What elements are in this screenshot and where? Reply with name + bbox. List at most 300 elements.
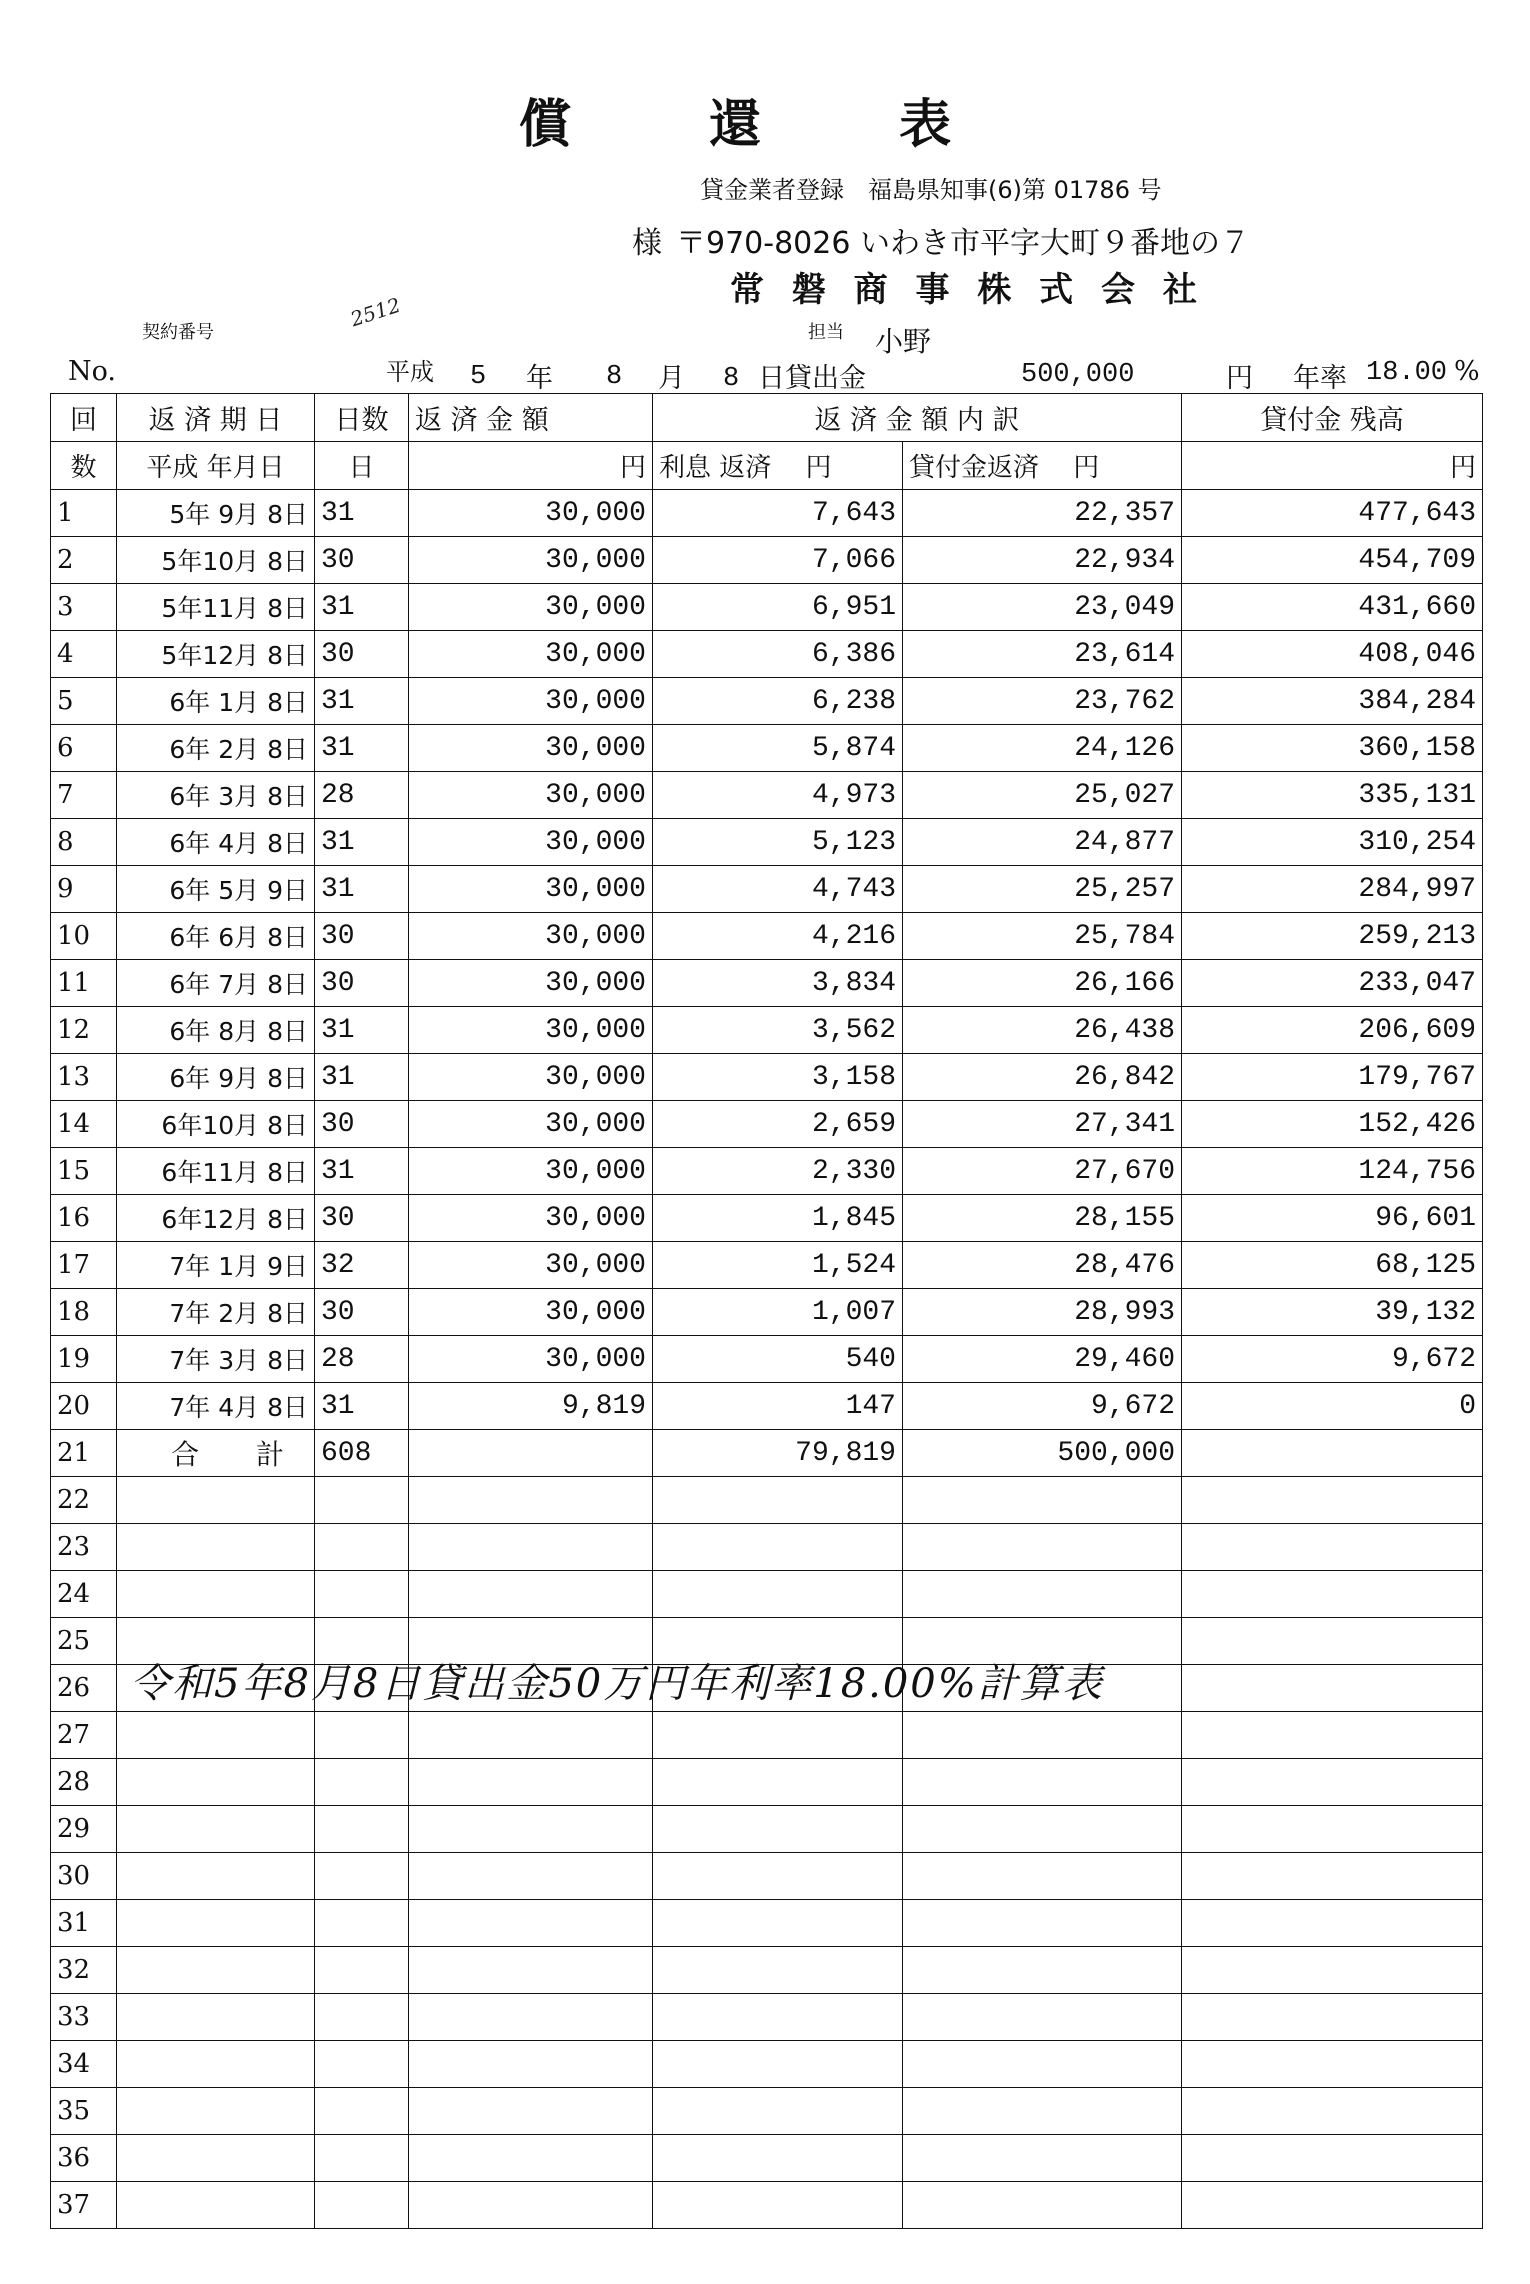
due-date: 5年12月 8日 <box>117 631 315 678</box>
payment-amount: 30,000 <box>409 866 653 913</box>
empty-cell <box>315 2182 409 2229</box>
installment-number: 11 <box>51 960 117 1007</box>
blank-row <box>51 1571 1483 1618</box>
day-count: 30 <box>315 537 409 584</box>
interest-amount: 6,951 <box>653 584 903 631</box>
due-date: 6年 8月 8日 <box>117 1007 315 1054</box>
day-count: 30 <box>315 1289 409 1336</box>
payment-amount: 30,000 <box>409 490 653 537</box>
installment-number: 8 <box>51 819 117 866</box>
due-date: 7年 3月 8日 <box>117 1336 315 1383</box>
col-days-header: 日数 <box>315 394 409 442</box>
remaining-balance: 310,254 <box>1182 819 1483 866</box>
empty-cell <box>653 1900 903 1947</box>
table-row <box>51 1242 1483 1289</box>
installment-number: 27 <box>51 1712 117 1759</box>
interest-amount: 3,562 <box>653 1007 903 1054</box>
payment-amount: 30,000 <box>409 1054 653 1101</box>
empty-cell <box>409 1994 653 2041</box>
remaining-balance: 233,047 <box>1182 960 1483 1007</box>
remaining-balance: 9,672 <box>1182 1336 1483 1383</box>
empty-cell <box>1182 1759 1483 1806</box>
installment-number: 3 <box>51 584 117 631</box>
col-date-header: 返 済 期 日 <box>117 394 315 442</box>
blank-row <box>51 2182 1483 2229</box>
empty-cell <box>653 2041 903 2088</box>
company-name: 常 磐 商 事 株 式 会 社 <box>730 270 1205 310</box>
installment-number: 34 <box>51 2041 117 2088</box>
installment-number: 36 <box>51 2135 117 2182</box>
installment-number: 14 <box>51 1101 117 1148</box>
day-count: 30 <box>315 1101 409 1148</box>
blank-row <box>51 1759 1483 1806</box>
empty-cell <box>903 1712 1182 1759</box>
interest-amount: 1,845 <box>653 1195 903 1242</box>
principal-amount: 27,670 <box>903 1148 1182 1195</box>
empty-cell <box>1182 2182 1483 2229</box>
loan-day: 8 <box>723 364 740 394</box>
payment-amount: 9,819 <box>409 1383 653 1430</box>
due-date: 6年 2月 8日 <box>117 725 315 772</box>
principal-amount: 28,155 <box>903 1195 1182 1242</box>
payment-amount: 30,000 <box>409 725 653 772</box>
table-row <box>51 1007 1483 1054</box>
remaining-balance: 477,643 <box>1182 490 1483 537</box>
empty-cell <box>117 1571 315 1618</box>
empty-cell <box>117 1806 315 1853</box>
due-date: 7年 2月 8日 <box>117 1289 315 1336</box>
principal-amount: 22,934 <box>903 537 1182 584</box>
col-interest-header: 利息 返済 円 <box>653 442 903 490</box>
principal-amount: 25,257 <box>903 866 1182 913</box>
installment-number: 35 <box>51 2088 117 2135</box>
day-count: 30 <box>315 960 409 1007</box>
installment-number: 19 <box>51 1336 117 1383</box>
table-row <box>51 678 1483 725</box>
blank-row <box>51 1853 1483 1900</box>
principal-amount: 28,476 <box>903 1242 1182 1289</box>
installment-number: 20 <box>51 1383 117 1430</box>
day-count: 31 <box>315 1148 409 1195</box>
payment-amount: 30,000 <box>409 1195 653 1242</box>
due-date: 7年 4月 8日 <box>117 1383 315 1430</box>
empty-cell <box>653 2135 903 2182</box>
empty-cell <box>1182 2088 1483 2135</box>
empty-cell <box>315 1806 409 1853</box>
table-row <box>51 1289 1483 1336</box>
installment-number: 18 <box>51 1289 117 1336</box>
empty-cell <box>409 2088 653 2135</box>
lender-registration: 貸金業者登録 福島県知事(6)第 01786 号 <box>700 176 1162 204</box>
empty-cell <box>315 1900 409 1947</box>
day-count: 31 <box>315 1054 409 1101</box>
empty-cell <box>903 1571 1182 1618</box>
interest-amount: 6,386 <box>653 631 903 678</box>
installment-number: 28 <box>51 1759 117 1806</box>
day-count: 31 <box>315 866 409 913</box>
empty-cell <box>409 1947 653 1994</box>
total-days: 608 <box>315 1430 409 1477</box>
empty-cell <box>1182 1665 1483 1712</box>
installment-number: 16 <box>51 1195 117 1242</box>
empty-cell <box>653 1806 903 1853</box>
blank-row <box>51 1900 1483 1947</box>
no-label: No. <box>68 356 116 387</box>
empty-cell <box>1182 1947 1483 1994</box>
empty-cell <box>117 1900 315 1947</box>
empty-cell <box>903 2135 1182 2182</box>
empty-cell <box>1182 2041 1483 2088</box>
schedule-body <box>51 490 1483 2229</box>
interest-amount: 2,330 <box>653 1148 903 1195</box>
col-breakdown-header: 返 済 金 額 内 訳 <box>653 394 1182 442</box>
remaining-balance: 384,284 <box>1182 678 1483 725</box>
company-address: 〒970-8026 いわき市平字大町９番地の７ <box>676 226 1250 261</box>
col-principal-header: 貸付金返済 円 <box>903 442 1182 490</box>
empty-cell <box>1182 1571 1483 1618</box>
issue-label: 日貸出金 <box>758 363 866 394</box>
empty-cell <box>1182 1900 1483 1947</box>
loan-month: 8 <box>606 362 623 392</box>
due-date: 6年 3月 8日 <box>117 772 315 819</box>
contract-number-label: 契約番号 <box>142 322 214 343</box>
person-in-charge-label: 担当 <box>808 322 844 343</box>
loan-amount: 500,000 <box>1021 360 1135 390</box>
empty-cell <box>653 1759 903 1806</box>
remaining-balance: 0 <box>1182 1383 1483 1430</box>
empty-cell <box>1182 1618 1483 1665</box>
empty-cell <box>653 1994 903 2041</box>
remaining-balance: 454,709 <box>1182 537 1483 584</box>
empty-cell <box>653 1712 903 1759</box>
empty-cell <box>315 1759 409 1806</box>
col-kaisu-subheader: 数 <box>51 442 117 490</box>
installment-number: 4 <box>51 631 117 678</box>
table-row <box>51 631 1483 678</box>
installment-number: 37 <box>51 2182 117 2229</box>
installment-number: 24 <box>51 1571 117 1618</box>
remaining-balance: 360,158 <box>1182 725 1483 772</box>
empty-cell <box>117 1712 315 1759</box>
installment-number: 1 <box>51 490 117 537</box>
table-row <box>51 1195 1483 1242</box>
payment-amount: 30,000 <box>409 1007 653 1054</box>
payment-amount: 30,000 <box>409 913 653 960</box>
day-count: 31 <box>315 819 409 866</box>
remaining-balance: 284,997 <box>1182 866 1483 913</box>
installment-number: 32 <box>51 1947 117 1994</box>
empty-cell <box>903 1947 1182 1994</box>
empty-cell <box>903 1994 1182 2041</box>
empty-cell <box>653 1947 903 1994</box>
empty-cell <box>1182 1853 1483 1900</box>
table-row <box>51 1054 1483 1101</box>
day-count: 28 <box>315 1336 409 1383</box>
empty-cell <box>117 1994 315 2041</box>
principal-amount: 23,614 <box>903 631 1182 678</box>
installment-number: 25 <box>51 1618 117 1665</box>
sama-honorific: 様 <box>632 226 662 261</box>
empty-cell <box>1182 1806 1483 1853</box>
due-date: 6年 4月 8日 <box>117 819 315 866</box>
empty-cell <box>903 1477 1182 1524</box>
handwritten-contract-mark: 2512 <box>347 292 404 332</box>
era-label: 平成 <box>386 358 434 386</box>
empty-cell <box>903 1853 1182 1900</box>
installment-number: 9 <box>51 866 117 913</box>
principal-amount: 23,049 <box>903 584 1182 631</box>
person-in-charge-name: 小野 <box>875 325 932 358</box>
day-count: 31 <box>315 1383 409 1430</box>
principal-amount: 28,993 <box>903 1289 1182 1336</box>
principal-amount: 26,166 <box>903 960 1182 1007</box>
installment-number: 2 <box>51 537 117 584</box>
day-count: 31 <box>315 725 409 772</box>
day-count: 31 <box>315 490 409 537</box>
remaining-balance: 179,767 <box>1182 1054 1483 1101</box>
interest-amount: 6,238 <box>653 678 903 725</box>
blank-row <box>51 1947 1483 1994</box>
table-row <box>51 584 1483 631</box>
principal-amount: 24,126 <box>903 725 1182 772</box>
installment-number: 13 <box>51 1054 117 1101</box>
empty-cell <box>903 1524 1182 1571</box>
interest-amount: 7,643 <box>653 490 903 537</box>
installment-number: 10 <box>51 913 117 960</box>
table-row <box>51 960 1483 1007</box>
due-date: 5年10月 8日 <box>117 537 315 584</box>
installment-number: 33 <box>51 1994 117 2041</box>
total-row <box>51 1430 1483 1477</box>
empty-cell <box>1182 2135 1483 2182</box>
day-count: 30 <box>315 1195 409 1242</box>
empty-cell <box>117 2135 315 2182</box>
installment-number: 22 <box>51 1477 117 1524</box>
payment-amount: 30,000 <box>409 537 653 584</box>
yen-label: 円 <box>1226 363 1253 394</box>
empty-cell <box>903 2041 1182 2088</box>
empty-cell <box>117 2088 315 2135</box>
table-row <box>51 490 1483 537</box>
table-row <box>51 1148 1483 1195</box>
day-count: 31 <box>315 584 409 631</box>
remaining-balance: 124,756 <box>1182 1148 1483 1195</box>
table-row <box>51 866 1483 913</box>
empty-cell <box>1182 1524 1483 1571</box>
interest-amount: 5,123 <box>653 819 903 866</box>
table-row <box>51 772 1483 819</box>
blank-row <box>51 1994 1483 2041</box>
payment-amount: 30,000 <box>409 1289 653 1336</box>
table-row <box>51 537 1483 584</box>
empty-cell <box>315 2135 409 2182</box>
empty-cell <box>117 2182 315 2229</box>
empty-cell <box>117 1947 315 1994</box>
due-date: 7年 1月 9日 <box>117 1242 315 1289</box>
remaining-balance: 39,132 <box>1182 1289 1483 1336</box>
empty-cell <box>315 2041 409 2088</box>
principal-amount: 22,357 <box>903 490 1182 537</box>
empty-cell <box>409 1524 653 1571</box>
interest-amount: 1,007 <box>653 1289 903 1336</box>
due-date: 5年 9月 8日 <box>117 490 315 537</box>
empty-cell <box>409 1900 653 1947</box>
due-date: 6年 5月 9日 <box>117 866 315 913</box>
table-row <box>51 819 1483 866</box>
remaining-balance: 206,609 <box>1182 1007 1483 1054</box>
principal-amount: 9,672 <box>903 1383 1182 1430</box>
payment-amount: 30,000 <box>409 772 653 819</box>
percent-label: % <box>1454 356 1480 387</box>
principal-amount: 24,877 <box>903 819 1182 866</box>
interest-amount: 3,834 <box>653 960 903 1007</box>
empty-cell <box>1182 1994 1483 2041</box>
empty-cell <box>315 1524 409 1571</box>
installment-number: 15 <box>51 1148 117 1195</box>
col-payment-unit: 円 <box>409 442 653 490</box>
blank-row <box>51 2041 1483 2088</box>
installment-number: 31 <box>51 1900 117 1947</box>
remaining-balance: 68,125 <box>1182 1242 1483 1289</box>
empty-cell <box>653 1477 903 1524</box>
due-date: 6年 9月 8日 <box>117 1054 315 1101</box>
day-count: 30 <box>315 913 409 960</box>
installment-number: 23 <box>51 1524 117 1571</box>
payment-amount: 30,000 <box>409 819 653 866</box>
due-date: 6年12月 8日 <box>117 1195 315 1242</box>
col-date-subheader: 平成 年月日 <box>117 442 315 490</box>
empty-cell <box>903 1759 1182 1806</box>
principal-amount: 25,784 <box>903 913 1182 960</box>
loan-summary-line <box>68 356 1478 394</box>
remaining-balance: 96,601 <box>1182 1195 1483 1242</box>
loan-year: 5 <box>470 362 487 392</box>
interest-amount: 5,874 <box>653 725 903 772</box>
empty-cell <box>409 1759 653 1806</box>
remaining-balance: 152,426 <box>1182 1101 1483 1148</box>
principal-amount: 26,842 <box>903 1054 1182 1101</box>
remaining-balance: 431,660 <box>1182 584 1483 631</box>
payment-amount: 30,000 <box>409 1242 653 1289</box>
installment-number: 30 <box>51 1853 117 1900</box>
principal-amount: 25,027 <box>903 772 1182 819</box>
empty-cell <box>409 1712 653 1759</box>
interest-amount: 4,216 <box>653 913 903 960</box>
due-date: 6年 7月 8日 <box>117 960 315 1007</box>
day-count: 31 <box>315 1007 409 1054</box>
empty-cell <box>117 1477 315 1524</box>
installment-number: 5 <box>51 678 117 725</box>
due-date: 5年11月 8日 <box>117 584 315 631</box>
total-balance <box>1182 1430 1483 1477</box>
empty-cell <box>117 2041 315 2088</box>
empty-cell <box>117 1759 315 1806</box>
empty-cell <box>653 1571 903 1618</box>
address-line <box>632 218 1250 262</box>
installment-number: 7 <box>51 772 117 819</box>
empty-cell <box>315 1994 409 2041</box>
total-principal: 500,000 <box>903 1430 1182 1477</box>
interest-amount: 2,659 <box>653 1101 903 1148</box>
col-balance-unit: 円 <box>1182 442 1483 490</box>
payment-amount: 30,000 <box>409 678 653 725</box>
col-kaisu-header: 回 <box>51 394 117 442</box>
empty-cell <box>1182 1477 1483 1524</box>
col-payment-header: 返 済 金 額 <box>409 394 653 442</box>
day-count: 30 <box>315 631 409 678</box>
empty-cell <box>117 1524 315 1571</box>
installment-number: 29 <box>51 1806 117 1853</box>
empty-cell <box>409 1571 653 1618</box>
empty-cell <box>315 1712 409 1759</box>
interest-amount: 4,743 <box>653 866 903 913</box>
installment-number: 6 <box>51 725 117 772</box>
empty-cell <box>409 2135 653 2182</box>
interest-amount: 1,524 <box>653 1242 903 1289</box>
day-count: 28 <box>315 772 409 819</box>
empty-cell <box>653 1853 903 1900</box>
payment-amount: 30,000 <box>409 631 653 678</box>
col-days-subheader: 日 <box>315 442 409 490</box>
due-date: 6年 6月 8日 <box>117 913 315 960</box>
due-date: 6年10月 8日 <box>117 1101 315 1148</box>
empty-cell <box>117 1853 315 1900</box>
empty-cell <box>653 1524 903 1571</box>
table-row <box>51 725 1483 772</box>
total-payment <box>409 1430 653 1477</box>
empty-cell <box>903 2088 1182 2135</box>
blank-row <box>51 2135 1483 2182</box>
remaining-balance: 408,046 <box>1182 631 1483 678</box>
payment-amount: 30,000 <box>409 1148 653 1195</box>
interest-amount: 7,066 <box>653 537 903 584</box>
interest-amount: 3,158 <box>653 1054 903 1101</box>
blank-row <box>51 1524 1483 1571</box>
empty-cell <box>903 2182 1182 2229</box>
col-balance-header: 貸付金 残高 <box>1182 394 1483 442</box>
repayment-schedule-table <box>50 393 1483 2229</box>
day-count: 31 <box>315 678 409 725</box>
remaining-balance: 259,213 <box>1182 913 1483 960</box>
empty-cell <box>903 1806 1182 1853</box>
empty-cell <box>653 2182 903 2229</box>
due-date: 6年 1月 8日 <box>117 678 315 725</box>
empty-cell <box>409 2182 653 2229</box>
principal-amount: 26,438 <box>903 1007 1182 1054</box>
installment-number: 26 <box>51 1665 117 1712</box>
table-row <box>51 1383 1483 1430</box>
installment-number: 21 <box>51 1430 117 1477</box>
total-interest: 79,819 <box>653 1430 903 1477</box>
empty-cell <box>315 1571 409 1618</box>
empty-cell <box>409 1806 653 1853</box>
empty-cell <box>409 2041 653 2088</box>
empty-cell <box>903 1900 1182 1947</box>
interest-amount: 147 <box>653 1383 903 1430</box>
empty-cell <box>315 1853 409 1900</box>
empty-cell <box>315 2088 409 2135</box>
installment-number: 12 <box>51 1007 117 1054</box>
principal-amount: 23,762 <box>903 678 1182 725</box>
principal-amount: 29,460 <box>903 1336 1182 1383</box>
month-label: 月 <box>658 363 685 394</box>
blank-row <box>51 1806 1483 1853</box>
remaining-balance: 335,131 <box>1182 772 1483 819</box>
year-label: 年 <box>526 363 553 394</box>
empty-cell <box>653 2088 903 2135</box>
principal-amount: 27,341 <box>903 1101 1182 1148</box>
total-label: 合 計 <box>117 1430 315 1477</box>
